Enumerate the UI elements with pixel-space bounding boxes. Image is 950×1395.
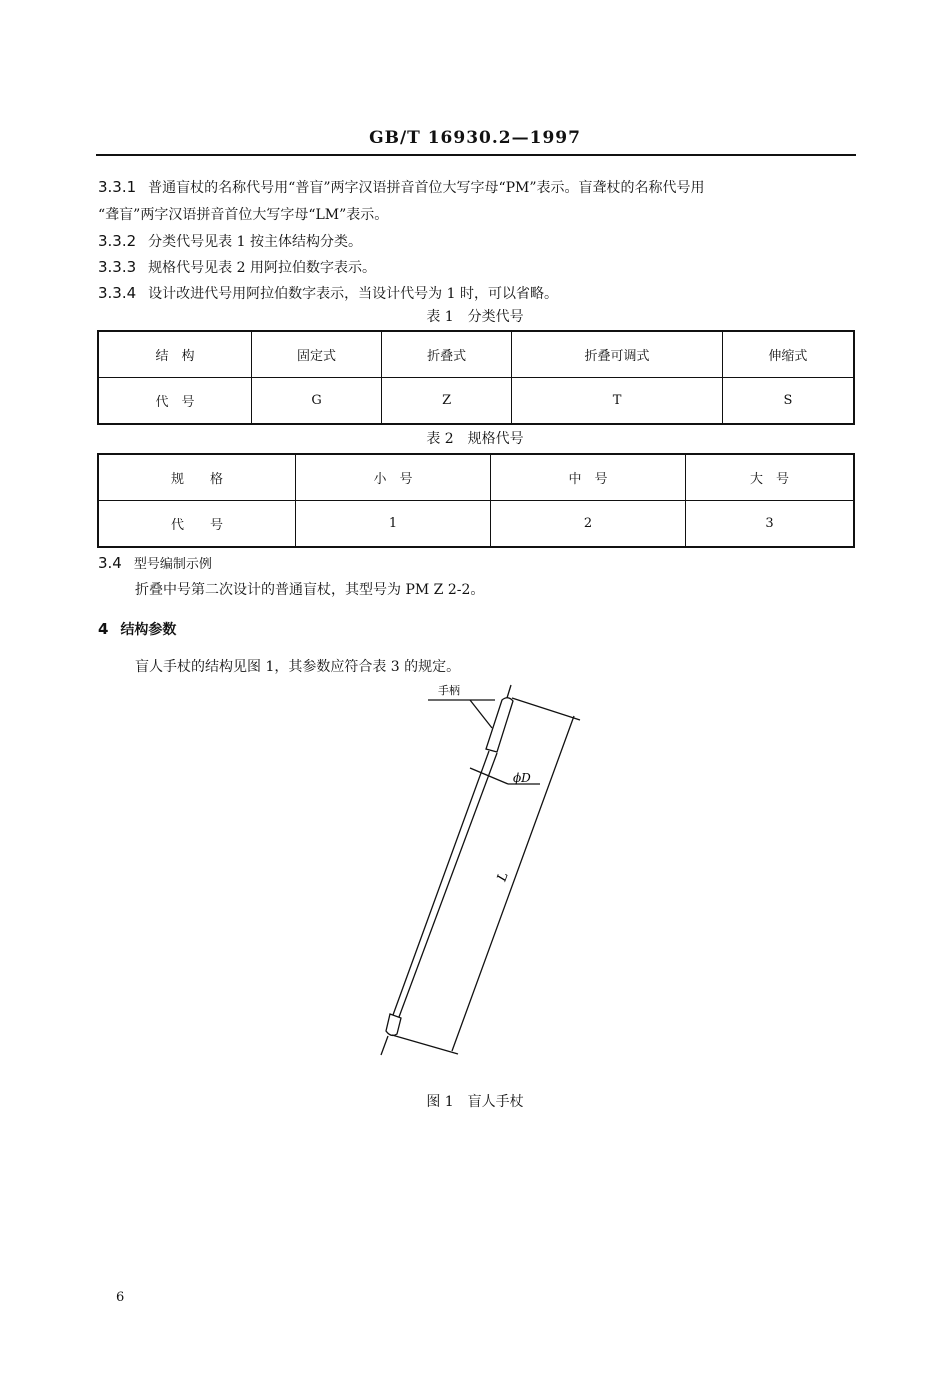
page-number: 6 [116,1290,125,1305]
section-4-text: 盲人手杖的结构见图 1，其参数应符合表 3 的规定。 [135,659,461,675]
clause-text: 设计改进代号用阿拉伯数字表示，当设计代号为 1 时，可以省略。 [148,286,558,302]
section-number: 3.4 [98,554,122,572]
cane-tip [386,1014,401,1035]
clause-text: 规格代号见表 2 用阿拉伯数字表示。 [148,260,376,276]
table-cell: G [252,378,382,425]
table-cell: 结 构 [98,331,252,378]
table-cell: 规 格 [98,454,296,501]
handle-leader [470,700,492,728]
table-cell: 2 [491,501,686,548]
table-cell: 3 [686,501,855,548]
section-3-4-text: 折叠中号第二次设计的普通盲杖，其型号为 PM Z 2-2。 [135,582,485,598]
table-cell: 中 号 [491,454,686,501]
clause-number: 3.3.4 [98,284,137,302]
table-cell: 固定式 [252,331,382,378]
clause-text: 普通盲杖的名称代号用“普盲”两字汉语拼音首位大写字母“PM”表示。盲聋杖的名称代号用 [148,180,705,196]
handle-label: 手柄 [438,684,460,697]
table-cell: 折叠式 [382,331,512,378]
dimension-extension-top [512,698,580,720]
clause-number: 3.3.1 [98,178,137,196]
table-cell: S [722,378,854,425]
clause-number: 3.3.3 [98,258,137,276]
table-cell: Z [382,378,512,425]
clause-text: 分类代号见表 1 按主体结构分类。 [148,234,362,250]
section-title: 结构参数 [120,622,177,638]
table1-caption: 表 1 分类代号 [426,309,524,325]
figure-caption: 图 1 盲人手杖 [426,1094,524,1110]
table-cell: 代 号 [98,501,296,548]
dimension-extension-bottom [392,1035,458,1054]
table2-caption: 表 2 规格代号 [426,431,524,447]
dimension-line-L [452,716,574,1051]
standard-header: GB/T 16930.2—1997 [369,128,581,148]
table-cell: 大 号 [686,454,855,501]
diameter-label: ϕD [513,771,531,785]
table-cell: T [512,378,723,425]
table-cell: 1 [296,501,491,548]
cane-shaft-left [393,751,489,1015]
section-number: 4 [98,620,109,638]
length-label: L [494,870,512,884]
diameter-leader [470,768,508,784]
table-cell: 伸缩式 [722,331,854,378]
table-cell: 代 号 [98,378,252,425]
table-cell: 小 号 [296,454,491,501]
table-cell: 折叠可调式 [512,331,723,378]
clause-number: 3.3.2 [98,232,137,250]
section-title: 型号编制示例 [133,557,212,572]
clause-3-3-1-cont: “聋盲”两字汉语拼音首位大写字母“LM”表示。 [98,207,389,223]
